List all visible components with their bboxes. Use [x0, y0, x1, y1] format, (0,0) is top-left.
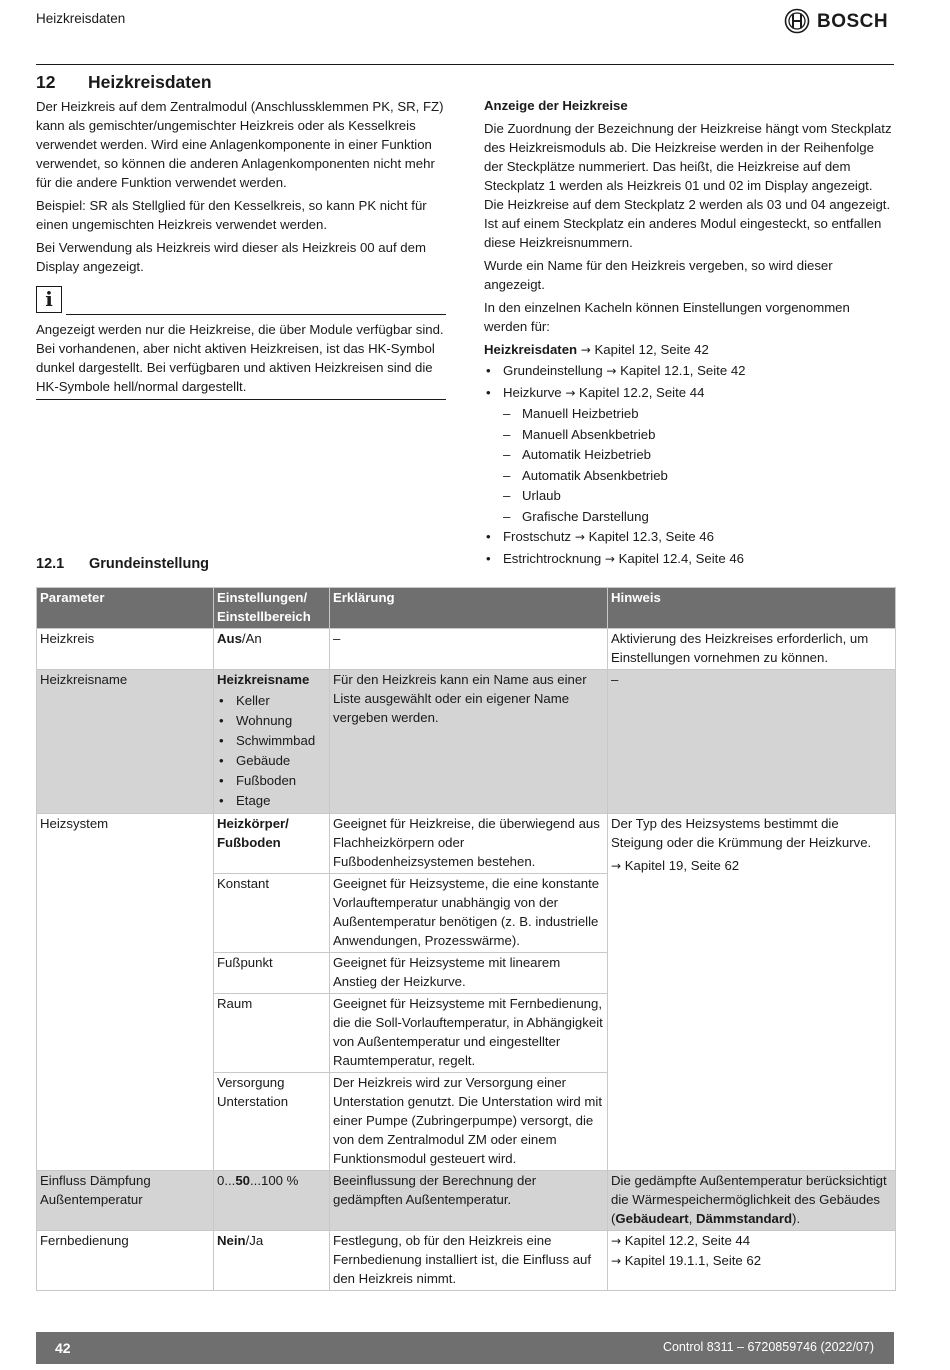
explanation-cell: –	[330, 629, 608, 670]
name-options	[217, 691, 326, 810]
explanation-cell: Festlegung, ob für den Heizkreis eine Fernbedienung installiert ist, die Einfluss auf den Heizkreis nimmt.	[330, 1231, 608, 1291]
arrow-right-icon: →	[611, 1234, 622, 1248]
other-values: /An	[241, 631, 262, 646]
list-item: – Grafische Darstellung	[503, 507, 894, 526]
arrow-right-icon: →	[565, 385, 576, 400]
reference-text: Kapitel 12.2, Seite 44	[624, 1233, 751, 1248]
menu-root	[484, 340, 894, 360]
list-item	[484, 527, 894, 547]
note-bottom-rule	[36, 399, 446, 400]
tiles-paragraph: In den einzelnen Kacheln können Einstellungen vorgenommen werden für:	[484, 300, 850, 334]
document-reference: Control 8311 – 6720859746 (2022/07)	[662, 1340, 874, 1354]
menu-item-label: Heizkurve	[503, 384, 562, 400]
menu-item-ref: Kapitel 12.2, Seite 44	[579, 384, 705, 400]
arrow-right-icon: →	[580, 343, 591, 357]
arrow-right-icon: →	[604, 551, 615, 566]
param-cell: Heizkreisname	[37, 670, 214, 814]
hint-reference	[611, 1251, 892, 1271]
table-row	[37, 670, 896, 814]
example-paragraph: Beispiel: SR als Stellglied für den Kesselkreis, so kann PK nicht für einen ungemischten Heizkreis verwendet werden.	[36, 198, 427, 232]
list-item	[484, 549, 894, 569]
brand-name: BOSCH	[817, 10, 889, 32]
note-text: Angezeigt werden nur die Heizkreise, die über Module verfügbar sind. Bei vorhandenen, aber nicht aktiven Heizkreisen, ist das HK-Symbol dunkel dargestellt. Bei verfügbaren und aktiven Heizkreisen sind die HK-Symbole hell/normal dargestellt.	[36, 322, 444, 394]
display-heading: Anzeige der Heizkreise	[484, 98, 628, 113]
reference-text: Kapitel 19.1.1, Seite 62	[624, 1253, 762, 1268]
list-item: – Manuell Heizbetrieb	[503, 404, 894, 423]
param-cell: Einfluss Dämpfung Außentemperatur	[37, 1171, 214, 1231]
menu-item-ref: Kapitel 12.3, Seite 46	[588, 529, 714, 544]
name-paragraph: Wurde ein Name für den Heizkreis vergeben, so wird dieser angezeigt.	[484, 258, 833, 292]
settings-cell: Heizkörper/ Fußboden	[214, 814, 330, 874]
list-item	[484, 361, 894, 381]
menu-item-label: Grundeinstellung	[503, 363, 603, 378]
bosch-armature-icon	[784, 8, 810, 34]
chapter-number: 12	[36, 72, 56, 92]
hint-cell: Aktivierung des Heizkreises erforderlich, um Einstellungen vornehmen zu können.	[608, 629, 896, 670]
reference-text: Kapitel 19, Seite 62	[624, 858, 740, 873]
hint-cell: –	[608, 670, 896, 814]
list-item	[484, 383, 894, 526]
list-item: • Schwimmbad	[217, 731, 326, 750]
menu-item-ref: Kapitel 12.4, Seite 46	[618, 550, 744, 566]
hint-cell	[608, 1171, 896, 1231]
list-item: • Wohnung	[217, 711, 326, 730]
settings-cell: Fußpunkt	[214, 953, 330, 994]
intro-paragraph: Der Heizkreis auf dem Zentralmodul (Anschlussklemmen PK, SR, FZ) kann als gemischter/ungemischter Heizkreis oder als Kesselkreis verwendet werden. Wird eine Anlagenkomponente in einer Funktion verwendet, so können die anderen Anlagenkomponenten nicht mehr für die andere Funktion verwendet werden.	[36, 99, 444, 190]
running-header-title: Heizkreisdaten	[36, 11, 126, 26]
hint-term-daemmstandard: Dämmstandard	[696, 1211, 793, 1226]
hint-end: ).	[792, 1211, 801, 1226]
settings-cell: Raum	[214, 994, 330, 1073]
list-item: • Fußboden	[217, 771, 326, 790]
column-header-hint: Hinweis	[608, 588, 896, 629]
table-row	[37, 814, 896, 874]
table-row	[37, 1171, 896, 1231]
table-row	[37, 629, 896, 670]
section-heading	[36, 555, 209, 574]
range-max: ...100 %	[250, 1173, 299, 1188]
default-value: Aus	[217, 631, 242, 646]
page-number: 42	[55, 1340, 71, 1356]
hint-cell	[608, 814, 896, 1171]
arrow-right-icon: →	[611, 859, 622, 873]
hint-reference	[611, 856, 892, 876]
settings-cell: Versorgung Unterstation	[214, 1073, 330, 1171]
table-row	[37, 1231, 896, 1291]
hint-separator: ,	[688, 1211, 697, 1226]
list-item: • Keller	[217, 691, 326, 710]
explanation-cell: Geeignet für Heizsysteme, die eine konstante Vorlauftemperatur unabhängig von der Außentemperatur benötigen (z. B. industrielle Anwendungen, Prozesswärme).	[330, 874, 608, 953]
hint-reference	[611, 1231, 892, 1251]
arrow-right-icon: →	[606, 364, 617, 378]
heizkurve-sublist	[503, 404, 894, 526]
column-header-parameter: Parameter	[37, 588, 214, 629]
hint-term-gebaeudeart: Gebäudeart	[615, 1211, 689, 1226]
header-rule	[36, 64, 894, 65]
menu-root-label: Heizkreisdaten	[484, 342, 578, 357]
param-cell: Heizsystem	[37, 814, 214, 1171]
page-footer	[36, 1332, 894, 1364]
menu-root-ref: Kapitel 12, Seite 42	[594, 342, 709, 357]
chapter-heading	[36, 73, 212, 92]
explanation-cell: Für den Heizkreis kann ein Name aus einer Liste ausgewählt oder ein eigener Name vergeben werden.	[330, 670, 608, 814]
other-values: /Ja	[245, 1233, 264, 1248]
info-note	[36, 286, 446, 394]
bosch-logo	[784, 8, 888, 34]
menu-item-label: Frostschutz	[503, 529, 572, 544]
menu-list	[484, 361, 894, 569]
column-header-explanation: Erklärung	[330, 588, 608, 629]
right-column	[484, 96, 894, 570]
settings-cell	[214, 1231, 330, 1291]
explanation-cell: Beeinflussung der Berechnung der gedämpften Außentemperatur.	[330, 1171, 608, 1231]
list-item: – Automatik Absenkbetrieb	[503, 466, 894, 485]
settings-cell	[214, 670, 330, 814]
default-value: 50	[235, 1173, 250, 1188]
param-cell: Fernbedienung	[37, 1231, 214, 1291]
explanation-cell: Geeignet für Heizsysteme mit Fernbedienung, die die Soll-Vorlauftemperatur, in Abhängigkeit von Außentemperatur und eingestellter Raumtemperatur, regelt.	[330, 994, 608, 1073]
default-value: Heizkreisname	[217, 672, 310, 687]
section-title: Grundeinstellung	[89, 556, 210, 572]
hint-text: Der Typ des Heizsystems bestimmt die Steigung oder die Krümmung der Heizkurve.	[611, 816, 872, 850]
settings-table	[36, 587, 896, 1291]
assignment-paragraph: Die Zuordnung der Bezeichnung der Heizkreise hängt vom Steckplatz des Heizkreismoduls ab. Die Heizkreise werden in der Reihenfolge der Steckplätze nummeriert. Das heißt, die Heizkreise auf dem Steckplatz 1 werden als Heizkreis 01 und 02 im Display angezeigt. Die Heizkreise auf dem Steckplatz 2 werden als 03 und 04 angezeigt. Ist auf einem Steckplatz ein anderes Modul eingesteckt, so entfallen diese Heizkreisnummern.	[484, 121, 892, 250]
settings-cell	[214, 629, 330, 670]
list-item: – Automatik Heizbetrieb	[503, 445, 894, 464]
param-cell: Heizkreis	[37, 629, 214, 670]
display-paragraph: Bei Verwendung als Heizkreis wird dieser als Heizkreis 00 auf dem Display angezeigt.	[36, 240, 426, 274]
list-item: • Gebäude	[217, 751, 326, 770]
list-item: – Urlaub	[503, 486, 894, 505]
note-top-rule	[66, 314, 446, 315]
settings-cell: Konstant	[214, 874, 330, 953]
list-item: – Manuell Absenkbetrieb	[503, 425, 894, 444]
hint-cell	[608, 1231, 896, 1291]
explanation-cell: Geeignet für Heizsysteme mit linearem Anstieg der Heizkurve.	[330, 953, 608, 994]
settings-cell	[214, 1171, 330, 1231]
default-value: Nein	[217, 1233, 246, 1248]
chapter-title: Heizkreisdaten	[88, 72, 212, 92]
explanation-cell: Der Heizkreis wird zur Versorgung einer Unterstation genutzt. Die Unterstation wird mit einer Pumpe (Zubringerpumpe) versorgt, die von dem Zentralmodul ZM oder einem Funktionsmodul gesteuert wird.	[330, 1073, 608, 1171]
hint-text: Die gedämpfte Außentemperatur berücksichtigt die Wärmespeichermöglichkeit des Gebäudes (	[611, 1173, 887, 1226]
arrow-right-icon: →	[574, 530, 585, 544]
column-header-settings: Einstellungen/ Einstellbereich	[214, 588, 330, 629]
arrow-right-icon: →	[611, 1254, 622, 1268]
range-min: 0...	[217, 1173, 236, 1188]
left-column	[36, 97, 446, 280]
table-header-row	[37, 588, 896, 629]
list-item: • Etage	[217, 791, 326, 810]
section-number: 12.1	[36, 556, 65, 572]
info-icon: i	[36, 286, 62, 313]
explanation-cell: Geeignet für Heizkreise, die überwiegend aus Flachheizkörpern oder Fußbodenheizsystemen bestehen.	[330, 814, 608, 874]
menu-item-ref: Kapitel 12.1, Seite 42	[620, 363, 746, 378]
menu-item-label: Estrichtrocknung	[503, 550, 602, 566]
